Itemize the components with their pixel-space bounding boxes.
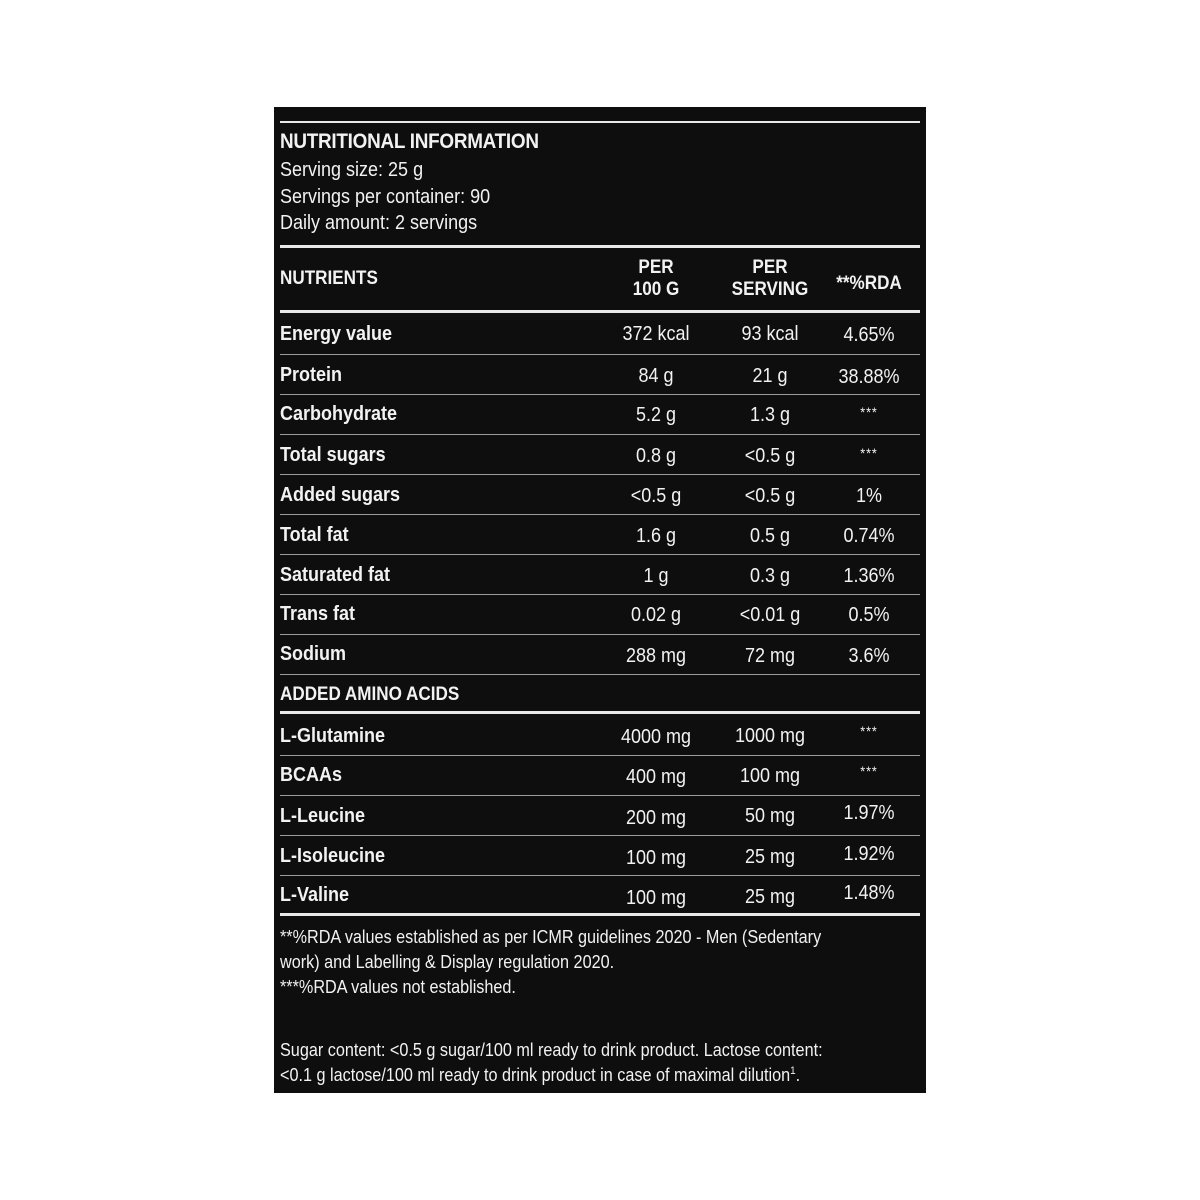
nutrient-name: Saturated fat [280, 564, 391, 586]
perserving-value: 0.5 g [749, 525, 791, 547]
rda-value: *** [860, 445, 878, 461]
row-divider [280, 434, 920, 435]
perserving-value: 1000 mg [734, 725, 806, 747]
rda-value: 0.5% [848, 604, 890, 626]
nutrient-name: Trans fat [280, 603, 356, 625]
footnote-rda [280, 925, 910, 1001]
perserving-value: 100 mg [739, 765, 801, 787]
col-header-perserving-line1: PER [752, 257, 788, 278]
col-header-per100g [602, 257, 710, 301]
rda-value: 1.92% [843, 843, 895, 865]
rda-value: 3.6% [848, 645, 890, 667]
rda-value: *** [860, 404, 878, 420]
per100-value: 5.2 g [635, 404, 677, 426]
footnote-sugar [280, 1038, 910, 1088]
amino-name: L-Valine [280, 884, 350, 906]
row-divider [280, 594, 920, 595]
row-divider [280, 634, 920, 635]
amino-name: L-Glutamine [280, 725, 386, 747]
col-header-per100g-line1: PER [638, 257, 674, 278]
rda-value: 38.88% [838, 366, 900, 388]
nutrient-name: Added sugars [280, 484, 401, 506]
row-divider [280, 554, 920, 555]
perserving-value: 25 mg [744, 846, 796, 868]
nutrient-name: Carbohydrate [280, 403, 398, 425]
perserving-value: 72 mg [744, 645, 796, 667]
rda-value: *** [860, 723, 878, 739]
rda-value: *** [860, 763, 878, 779]
per100-value: 0.8 g [635, 445, 677, 467]
perserving-value: 1.3 g [749, 404, 791, 426]
perserving-value: 93 kcal [741, 323, 799, 345]
footnote-rda-not-established: ***%RDA values not established. [280, 977, 516, 998]
row-divider [280, 755, 920, 756]
amino-rule [280, 711, 920, 714]
row-divider [280, 394, 920, 395]
footnote-sugar-end: . [795, 1065, 801, 1086]
row-divider [280, 795, 920, 796]
footnote-sugar-sup: 1 [790, 1065, 796, 1078]
per100-value: 1 g [643, 565, 669, 587]
col-header-perserving [716, 257, 824, 301]
row-divider [280, 835, 920, 836]
perserving-value: <0.5 g [744, 445, 796, 467]
perserving-value: <0.01 g [739, 604, 801, 626]
footnote-sugar-line1: Sugar content: <0.5 g sugar/100 ml ready to drink product. Lactose content: [280, 1040, 823, 1060]
rda-value: 4.65% [843, 324, 895, 346]
per100-value: 1.6 g [635, 525, 677, 547]
row-divider [280, 875, 920, 876]
per100-value: 288 mg [625, 645, 687, 667]
footnote-sugar-line2-wrap [280, 1063, 910, 1088]
nutrient-name: Protein [280, 364, 343, 386]
per100-value: 84 g [638, 365, 674, 387]
perserving-value: 25 mg [744, 886, 796, 908]
rda-value: 1.36% [843, 565, 895, 587]
perserving-value: 21 g [752, 365, 788, 387]
row-divider [280, 474, 920, 475]
rda-value: 1.97% [843, 802, 895, 824]
nutrient-name: Energy value [280, 323, 393, 345]
columns-rule [280, 310, 920, 313]
col-header-rda: **%RDA [836, 273, 902, 294]
rda-value: 0.74% [843, 525, 895, 547]
header-rule [280, 245, 920, 248]
col-header-nutrients: NUTRIENTS [280, 268, 378, 289]
col-header-per100g-line2: 100 G [632, 278, 680, 300]
top-rule [280, 121, 920, 123]
amino-section-title: ADDED AMINO ACIDS [280, 684, 460, 705]
per100-value: 0.02 g [630, 604, 682, 626]
footnote-rda-line2: work) and Labelling & Display regulation 2020. [280, 952, 615, 973]
amino-name: L-Isoleucine [280, 845, 386, 867]
per100-value: 100 mg [625, 887, 687, 909]
nutrient-name: Total fat [280, 524, 349, 546]
footnote-rule [280, 913, 920, 916]
per100-value: 100 mg [625, 847, 687, 869]
nutrient-name: Total sugars [280, 444, 386, 466]
per100-value: <0.5 g [630, 485, 682, 507]
col-header-perserving-line2: SERVING [731, 278, 809, 300]
footnote-sugar-line2: <0.1 g lactose/100 ml ready to drink product in case of maximal dilution [280, 1065, 791, 1086]
amino-name: L-Leucine [280, 805, 366, 827]
nutrition-label [274, 107, 926, 1093]
perserving-value: <0.5 g [744, 485, 796, 507]
daily-amount: Daily amount: 2 servings [280, 212, 478, 234]
per100-value: 400 mg [625, 766, 687, 788]
rda-value: 1.48% [843, 882, 895, 904]
amino-name: BCAAs [280, 764, 343, 786]
perserving-value: 0.3 g [749, 565, 791, 587]
per100-value: 4000 mg [620, 726, 692, 748]
row-divider [280, 514, 920, 515]
footnote-rda-line1: **%RDA values established as per ICMR guidelines 2020 - Men (Sedentary [280, 927, 822, 947]
row-divider [280, 674, 920, 675]
nutrient-name: Sodium [280, 643, 347, 665]
serving-size: Serving size: 25 g [280, 159, 424, 181]
per100-value: 372 kcal [622, 323, 690, 345]
label-title: NUTRITIONAL INFORMATION [280, 130, 539, 153]
row-divider [280, 354, 920, 355]
perserving-value: 50 mg [744, 805, 796, 827]
per100-value: 200 mg [625, 807, 687, 829]
servings-per-container: Servings per container: 90 [280, 186, 491, 208]
rda-value: 1% [855, 485, 883, 507]
